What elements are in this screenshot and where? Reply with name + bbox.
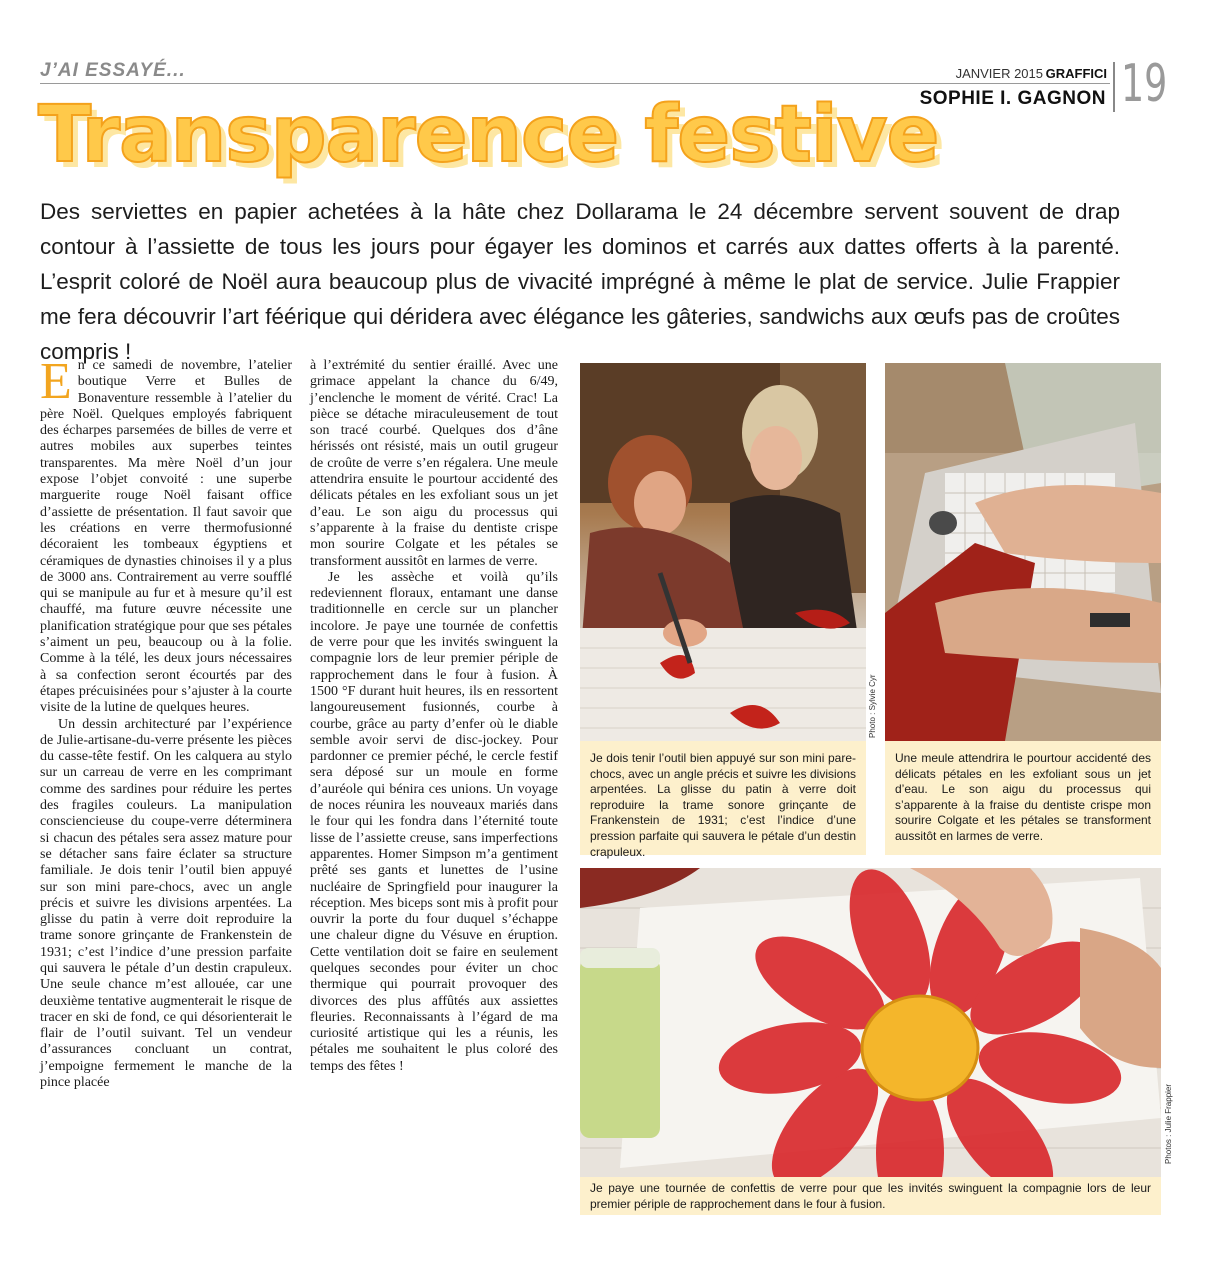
body-paragraph: Je les assèche et voilà qu’ils redeviennent floraux, entamant une danse traditionnelle en cercle sur un plancher incolore. Je paye une tournée de confettis de verre pour que les invités swinguent la compagnie lors de leur premier périple de rapprochement dans le four à fusion. À 1500 °F durant huit heures, ils en ressortent langoureusement fusionnés, courbe à courbe, grâce au party d’enfer où le diable semble avoir servi de disc-jockey. Pour pardonner ce premier péché, le cercle festif sera déposé sur un moule en forme d’auréole qui bénira ces unions. Un voyage de noces réunira les nouveaux mariés dans le four qui les fondra dans l’éternité toute lisse de l’assiette creuse, sans imperfections apparentes. Homer Simpson m’a gentiment prêté ses gants et lunettes de l’usine nucléaire de Springfield pour inaugurer la réception. Mes biceps sont mis à profit pour ouvrir la porte du four duquel s’échappe une chaleur digne du Vésuve en éruption. Cette ventilation doit se faire en seulement quelques secondes pour éviter un choc thermique qui pourrait provoquer des divorces des plus affûtés aux assiettes fleuries. Reconnaissants à l’égard de ma curiosité artistique qui les a réunis, les pétales me souhaitent le plus coloré des temps des fêtes ! bbox=[310, 569, 558, 1074]
body-paragraph: Un dessin architecturé par l’expérience de Julie-artisane-du-verre présente les pièces du casse-tête festif. On les calquera au stylo sur un carreau de verre en les comprimant comme des sardines pour réduire les pertes des fragiles couleurs. La manipulation consciencieuse du coupe-verre déterminera si chacun des pétales sera assez mature pour se détacher sans faire éclater sa structure familiale. Je dois tenir l’outil bien appuyé sur son mini pare-chocs, avec un angle précis et suivre les divisions arpentées. La glisse du patin à verre doit reproduire la trame sonore grinçante de Frankenstein de 1931; c’est l’indice d’une pression parfaite qui sauvera le pétale d’un destin crapuleux. Une seule chance m’est allouée, car une deuxième tentative augmenterait le risque de tracer en ski de fond, ce qui désorienterait le flair de l’outil suivant. Tel un vendeur d’assurances concluant un contrat, j’empoigne fermement le manche de la pince placée bbox=[40, 716, 292, 1091]
magazine-name: GRAFFICI bbox=[1045, 66, 1107, 81]
photo-caption: Une meule attendrira le pourtour accidenté des délicats pétales en les exfoliant sous un jet d’eau. Le son aigu du processus qui s’apparente à la fraise du dentiste crispe mon sourire Colgate et les pétales se transforment aussitôt en larmes de verre. bbox=[885, 741, 1161, 855]
photo-caption: Je paye une tournée de confettis de verre pour que les invités swinguent la compagnie lors de leur premier périple de rapprochement dans le four à fusion. bbox=[580, 1177, 1161, 1215]
drop-cap: E bbox=[40, 353, 72, 410]
body-paragraph bbox=[40, 353, 292, 717]
body-column-1 bbox=[40, 353, 292, 1091]
photo-credit: Photos : Julie Frappier bbox=[1164, 1083, 1173, 1164]
headline: Transparence festive bbox=[38, 90, 939, 180]
paragraph-text: n ce samedi de novembre, l’atelier boutique Verre et Bulles de Bonaventure ressemble à l’atelier du père Noël. Quelques employés fabriquent des écharpes parsemées de billes de verre et autres mobiles aux superbes teintes transparentes. Ma mère Noël d’un jour expose l’objet convoité : une superbe marguerite rouge Noël faisant office d’assiette de présentation. Il faut savoir que les créations en verre thermofusionné décoraient les tombeaux égyptiens et céramiques de dynasties chinoises il y a plus de 3000 ans. Contrairement au verre soufflé qui se manipule au fur et à mesure qu’il est chauffé, ma future œuvre nécessite une planification stratégique pour que ses pétales s’aiment un peu, beaucoup ou à la folie. Comme à la télé, les deux jours nécessaires à sa confection seront écourtés par des étapes précuisinées pour s’ajuster à la courte visite de la lutine de quelques heures. bbox=[40, 358, 292, 716]
photo-caption: Je dois tenir l’outil bien appuyé sur son mini pare-chocs, avec un angle précis et suivre les divisions arpentées. La glisse du patin à verre doit reproduire la trame sonore grinçante de Frankenstein de 1931; c’est l’indice d’une pression parfaite qui sauvera le pétale d’un destin crapuleux. bbox=[580, 741, 866, 855]
intro-paragraph: Des serviettes en papier achetées à la hâte chez Dollarama le 24 décembre servent souvent de drap contour à l’assiette de tous les jours pour égayer les dominos et carrés aux dattes offerts à la parenté. L’esprit coloré de Noël aura beaucoup plus de vivacité imprégné à même le plat de service. Julie Frappier me fera découvrir l’art féérique qui déridera avec élégance les gâteries, sandwichs aux œufs pas de croûtes compris ! bbox=[40, 199, 1120, 364]
photo-red-daisy bbox=[580, 868, 1161, 1177]
body-column-2 bbox=[310, 358, 558, 1075]
body-paragraph: à l’extrémité du sentier éraillé. Avec une grimace appelant la chance du 6/49, j’enclenche le moment de vérité. Crac! La pièce se détache miraculeusement de tout son tracé courbé. Quelques dos d’âne hérissés ont résisté, mais un outil grugeur de croûte de verre s’en régalera. Une meule attendrira ensuite le pourtour accidenté des délicats pétales en les exfoliant sous un jet d’eau. Le son aigu du processus qui s’apparente à la fraise du dentiste crispe mon sourire Colgate et les pétales se transforment aussitôt en larmes de verre. bbox=[310, 358, 558, 569]
photo-glass-cutting bbox=[580, 363, 866, 741]
photo-glass-grinder-illustration bbox=[885, 363, 1161, 741]
photo-glass-cutting-illustration bbox=[580, 363, 866, 741]
header-rule bbox=[40, 83, 1110, 84]
page-number: 19 bbox=[1121, 54, 1168, 114]
photo-glass-grinder bbox=[885, 363, 1161, 741]
issue-date: JANVIER 2015 bbox=[955, 66, 1043, 81]
photo-credit: Photo : Sylvie Cyr bbox=[868, 674, 877, 738]
section-kicker: J’AI ESSAYÉ... bbox=[40, 60, 186, 81]
page-divider bbox=[1113, 62, 1115, 112]
photo-red-daisy-illustration bbox=[580, 868, 1161, 1177]
author-name: SOPHIE I. GAGNON bbox=[919, 88, 1106, 109]
